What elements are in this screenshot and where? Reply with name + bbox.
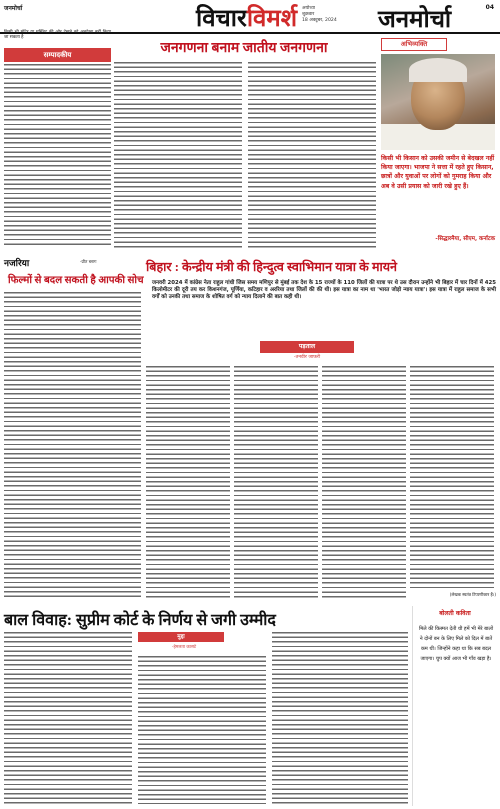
poem-header: बोलती कविता	[439, 610, 471, 617]
brand-small: जनमोर्चा	[4, 5, 23, 12]
newspaper-masthead: जनमोर्चा	[378, 7, 452, 33]
child-marriage-title: बाल विवाह: सुप्रीम कोर्ट के निर्णय से जगी उम्मीद	[4, 612, 276, 629]
bihar-kicker: पड़ताल	[260, 341, 354, 353]
day-label: शुक्रवार	[302, 12, 315, 17]
editorial-header: सम्पादकीय	[4, 48, 111, 62]
editorial-body	[4, 64, 111, 246]
najariya-label: नजरिया	[4, 259, 30, 269]
bihar-article-body	[146, 366, 496, 600]
bihar-col-1	[146, 366, 230, 600]
opinion-tag: अभिव्यक्ति	[381, 38, 447, 51]
city-label: अयोध्या	[302, 6, 315, 11]
child-col-1	[4, 632, 132, 804]
bihar-author: -तनवीर जाफ़री	[293, 355, 321, 360]
bihar-lead-paragraph: जनवरी 2024 में कांग्रेस नेता राहुल गांधी जिस समय मणिपुर से मुंबई तक देश के 15 राज्यों के 110 जिलों की यात्रा पर थे उस दौरान उन्होंने भी बिहार में चार दिनों में 425 किलोमीटर की दूरी तय कर किशनगंज, पूर्णिया, कटिहार व अररिया तथा जिलों की की थी। इस यात्रा का नाम था 'भारत जोड़ो न्याय यात्रा'। इस यात्रा में राहुल समाज के सभी वर्गों को उनकी तथा समाज के शोषित वर्ग को न्याय दिलाने की बात कही थी।	[152, 280, 496, 301]
bihar-footer-note: (लेखक स्वतंत्र टिप्पणीकार हैं।)	[449, 592, 496, 597]
najariya-title: फिल्मों से बदल सकती है आपकी सोच	[8, 275, 144, 286]
portrait-photo	[381, 54, 495, 150]
bihar-article-title: बिहार : केन्द्रीय मंत्री की हिन्दुत्व स्वाभिमान यात्रा के मायने	[146, 260, 398, 274]
mudda-tag: मुद्दा	[138, 632, 224, 642]
child-col-2-lines	[138, 656, 266, 804]
child-marriage-body	[4, 632, 408, 804]
najariya-body	[4, 292, 141, 600]
section-title-part2: विमर्श	[246, 6, 298, 32]
najariya-author: -प्रीत ब्लाग	[80, 259, 97, 264]
bihar-col-2	[234, 366, 318, 600]
poem-box	[412, 606, 496, 806]
lead-col-2	[248, 62, 376, 248]
section-title-part1: विचार	[196, 6, 247, 32]
left-sticker-text: किसी भी मंदिर या मस्जिद की ओर देखने को अनदेखा नहीं किया जा सकता है	[4, 30, 111, 40]
bihar-col-4	[410, 366, 494, 588]
poem-text: मिले की किस्मत देती थी हमें भी मेरे बालों ने दोनों बन के लिए मिले को दिल में बातें कम थीं। जिन्होंने कहा था कि सब बदल जाएगा। चुप क्यों आज भी गाँव खड़ा है।	[418, 626, 494, 662]
child-col-3	[272, 632, 408, 804]
lead-article-title: जनगणना बनाम जातीय जनगणना	[160, 41, 328, 56]
najariya-bar	[4, 256, 144, 269]
child-col-2	[138, 632, 266, 804]
page-number: 04	[485, 4, 494, 11]
date-block	[302, 6, 337, 24]
bihar-col-3	[322, 366, 406, 600]
quote-author: -सिद्धारमैया, सीएम, कर्नाटक	[435, 236, 495, 242]
page-header	[0, 0, 500, 34]
portrait-hair	[409, 58, 467, 82]
mudda-author: -हेमलता कासटे	[171, 645, 197, 650]
quote-text: किसी भी किसान को उसकी जमीन से बेदखल नहीं किया जाएगा। भाजपा ने सत्ता में रहते हुए किसान, छात्रों और युवाओं पर लोगों को गुमराह किया और अब वे उसी प्रयास को जारी रखे हुए हैं।	[381, 155, 495, 190]
date-label: 18 अक्टूबर, 2024	[302, 18, 337, 23]
lead-col-1	[114, 62, 242, 248]
section-title	[196, 1, 297, 34]
lead-article-body	[114, 62, 376, 248]
